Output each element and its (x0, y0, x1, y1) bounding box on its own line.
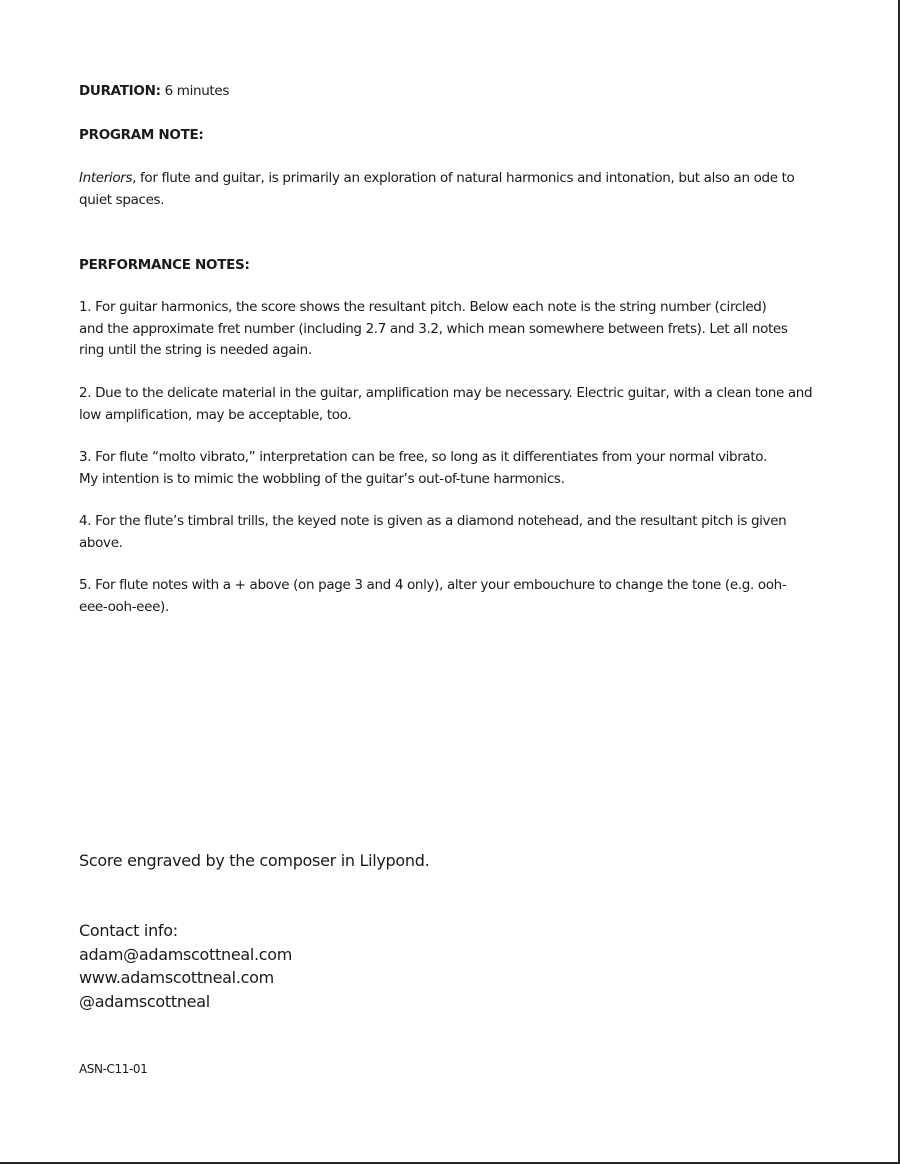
performance-note-5: 5. For flute notes with a + above (on page 3 and 4 only), alter your embouchure to change the tone (e.g. ooh-eee-ooh-eee). (79, 577, 787, 615)
performance-note-2: 2. Due to the delicate material in the guitar, amplification may be necessary. Electric guitar, with a clean tone and low amplification, may be acceptable, too. (79, 385, 813, 423)
engraving-note: Score engraved by the composer in Lilypond. (79, 851, 430, 870)
program-note-heading: PROGRAM NOTE: (79, 127, 204, 143)
contact-block (79, 919, 292, 1013)
contact-heading: Contact info: (79, 921, 178, 940)
performance-note-1: 1. For guitar harmonics, the score shows the resultant pitch. Below each note is the string number (circled) and the approximate fret number (including 2.7 and 3.2, which mean somewhere between frets). Let all notes ring until the string is needed again. (79, 299, 788, 358)
program-note-text: , for flute and guitar, is primarily an exploration of natural harmonics and intonation, but also an ode to quiet spaces. (79, 170, 795, 208)
piece-title: Interiors (79, 170, 133, 186)
program-note-paragraph (79, 168, 814, 211)
catalog-code: ASN-C11-01 (79, 1062, 148, 1076)
duration-line (79, 81, 229, 103)
performance-note-4: 4. For the flute’s timbral trills, the keyed note is given as a diamond notehead, and the resultant pitch is given above. (79, 513, 787, 551)
performance-notes-heading: PERFORMANCE NOTES: (79, 257, 250, 273)
contact-email[interactable]: adam@adamscottneal.com (79, 944, 293, 964)
duration-label: DURATION: (79, 83, 161, 99)
performance-note-3: 3. For flute “molto vibrato,” interpretation can be free, so long as it differentiates from your normal vibrato. My intention is to mimic the wobbling of the guitar’s out-of-tune harmonics. (79, 449, 767, 487)
duration-value: 6 minutes (164, 83, 230, 99)
contact-handle: @adamscottneal (79, 991, 210, 1011)
contact-website[interactable]: www.adamscottneal.com (79, 968, 274, 987)
